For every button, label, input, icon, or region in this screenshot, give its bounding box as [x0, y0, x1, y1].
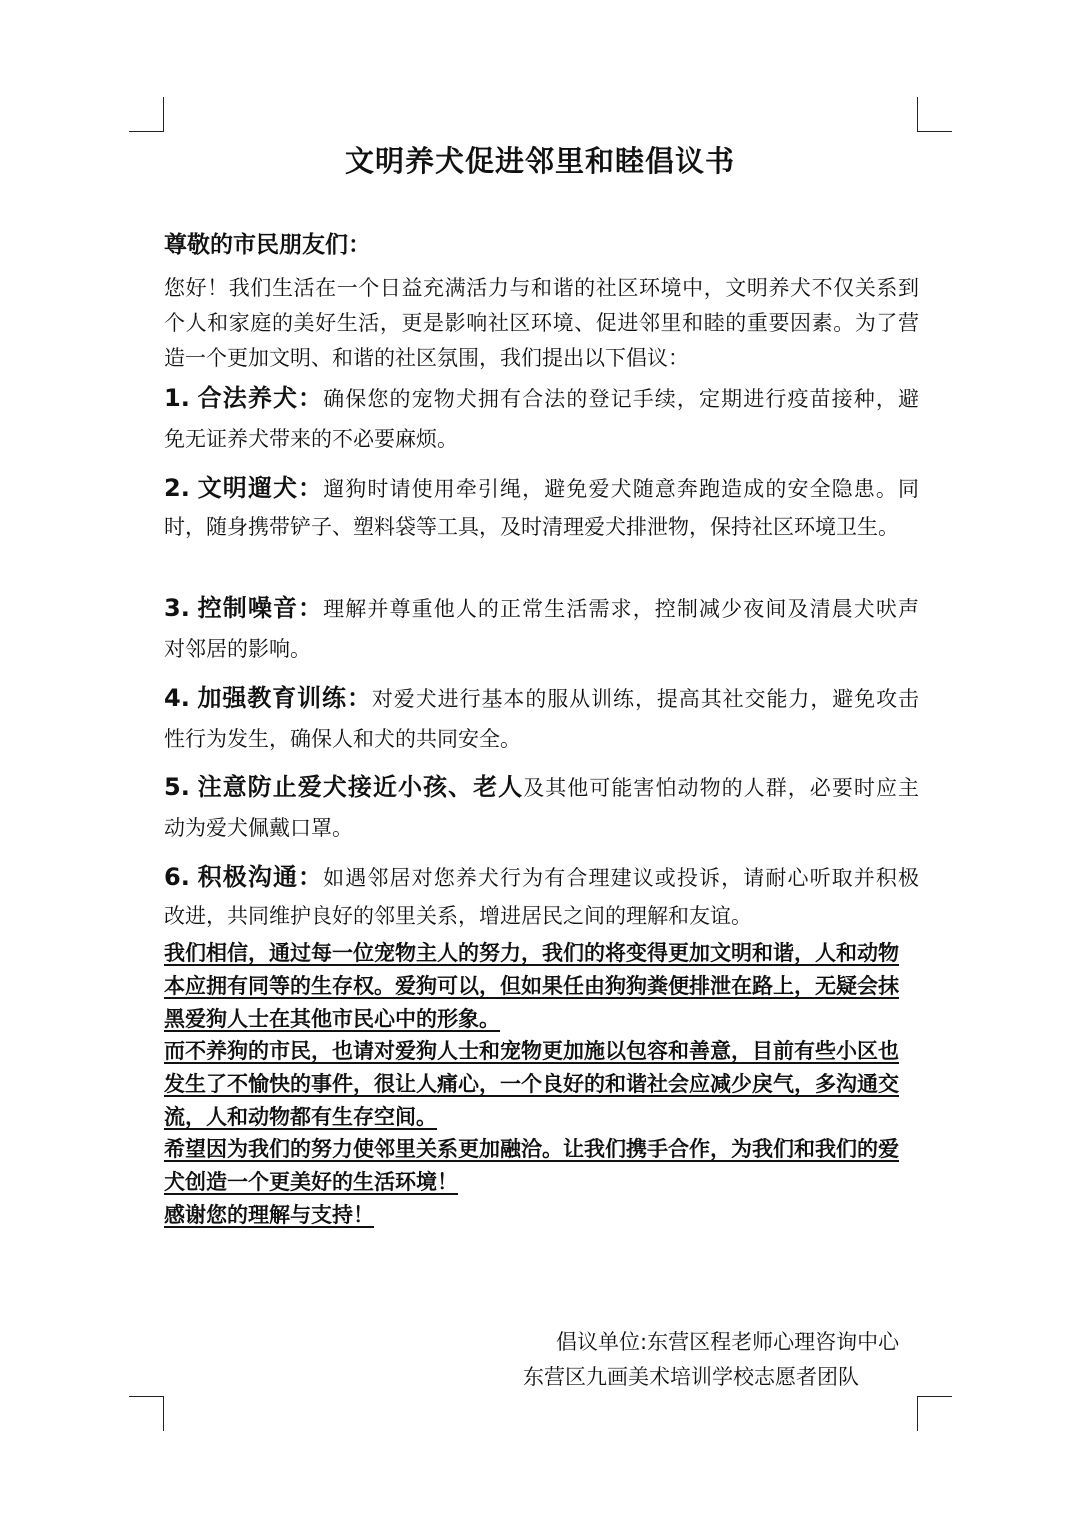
proposal-item-4	[164, 676, 919, 759]
item-text-continued: 时，随身携带铲子、塑料袋等工具，及时清理爱犬排泄物，保持社区环境卫生。	[164, 515, 899, 539]
item-text-continued: 免无证养犬带来的不必要麻烦。	[164, 427, 458, 451]
document-title: 文明养犬促进邻里和睦倡议书	[344, 144, 735, 178]
crop-mark-bottom-left	[129, 1396, 164, 1431]
item-number: 6.	[164, 863, 190, 891]
item-text: 遛狗时请使用牵引绳，避免爱犬随意奔跑造成的安全隐患。同	[323, 477, 920, 501]
item-text: 对爱犬进行基本的服从训练，提高其社交能力，避免攻击	[371, 687, 920, 711]
closing-paragraph-1: 我们相信，通过每一位宠物主人的努力，我们的将变得更加文明和谐，人和动物本应拥有同等的生存权。爱狗可以，但如果任由狗狗粪便排泄在路上，无疑会抹黑爱狗人士在其他市民心中的形象。	[164, 941, 899, 1031]
salutation: 尊敬的市民朋友们：	[164, 232, 371, 258]
item-heading: 积极沟通：	[197, 863, 324, 891]
signature-organizer-2: 东营区九画美术培训学校志愿者团队	[523, 1365, 859, 1389]
item-number: 2.	[164, 474, 190, 502]
proposal-item-5	[164, 765, 919, 848]
item-number: 5.	[164, 773, 190, 801]
item-text: 及其他可能害怕动物的人群，必要时应主	[523, 776, 919, 800]
thanks-line: 感谢您的理解与支持！	[164, 1203, 374, 1227]
closing-paragraph-2: 而不养狗的市民，也请对爱狗人士和宠物更加施以包容和善意，目前有些小区也发生了不愉快的事件，很让人痛心，一个良好的和谐社会应减少戾气，多沟通交流，人和动物都有生存空间。	[164, 1039, 899, 1129]
item-text-continued: 动为爱犬佩戴口罩。	[164, 816, 353, 840]
item-text-continued: 对邻居的影响。	[164, 637, 311, 661]
item-text-continued: 改进，共同维护良好的邻里关系，增进居民之间的理解和友谊。	[164, 904, 752, 928]
item-heading: 合法养犬：	[197, 384, 324, 412]
proposal-item-6	[164, 855, 919, 934]
item-number: 1.	[164, 384, 190, 412]
proposal-item-3	[164, 586, 919, 669]
closing-paragraph-3: 希望因为我们的努力使邻里关系更加融洽。让我们携手合作，为我们和我们的爱犬创造一个更美好的生活环境！	[164, 1137, 899, 1194]
item-heading: 加强教育训练：	[197, 684, 372, 712]
item-text: 理解并尊重他人的正常生活需求，控制减少夜间及清晨犬吠声	[323, 597, 920, 621]
proposal-item-1	[164, 376, 919, 459]
item-text: 确保您的宠物犬拥有合法的登记手续，定期进行疫苗接种，避	[323, 387, 920, 411]
item-number: 4.	[164, 684, 190, 712]
item-heading: 文明遛犬：	[197, 474, 324, 502]
item-number: 3.	[164, 594, 190, 622]
item-text: 如遇邻居对您养犬行为有合理建议或投诉，请耐心听取并积极	[323, 866, 920, 890]
crop-mark-top-left	[129, 97, 164, 132]
item-heading: 控制噪音：	[197, 594, 324, 622]
crop-mark-bottom-right	[917, 1396, 952, 1431]
intro-paragraph: 您好！我们生活在一个日益充满活力与和谐的社区环境中，文明养犬不仅关系到个人和家庭的美好生活，更是影响社区环境、促进邻里和睦的重要因素。为了营造一个更加文明、和谐的社区氛围，我们提出以下倡议：	[164, 276, 919, 370]
item-text-continued: 性行为发生，确保人和犬的共同安全。	[164, 727, 521, 751]
crop-mark-top-right	[917, 97, 952, 132]
proposal-item-2	[164, 466, 919, 545]
signature-organizer-1: 倡议单位:东营区程老师心理咨询中心	[556, 1330, 900, 1354]
item-heading: 注意防止爱犬接近小孩、老人	[197, 773, 524, 801]
